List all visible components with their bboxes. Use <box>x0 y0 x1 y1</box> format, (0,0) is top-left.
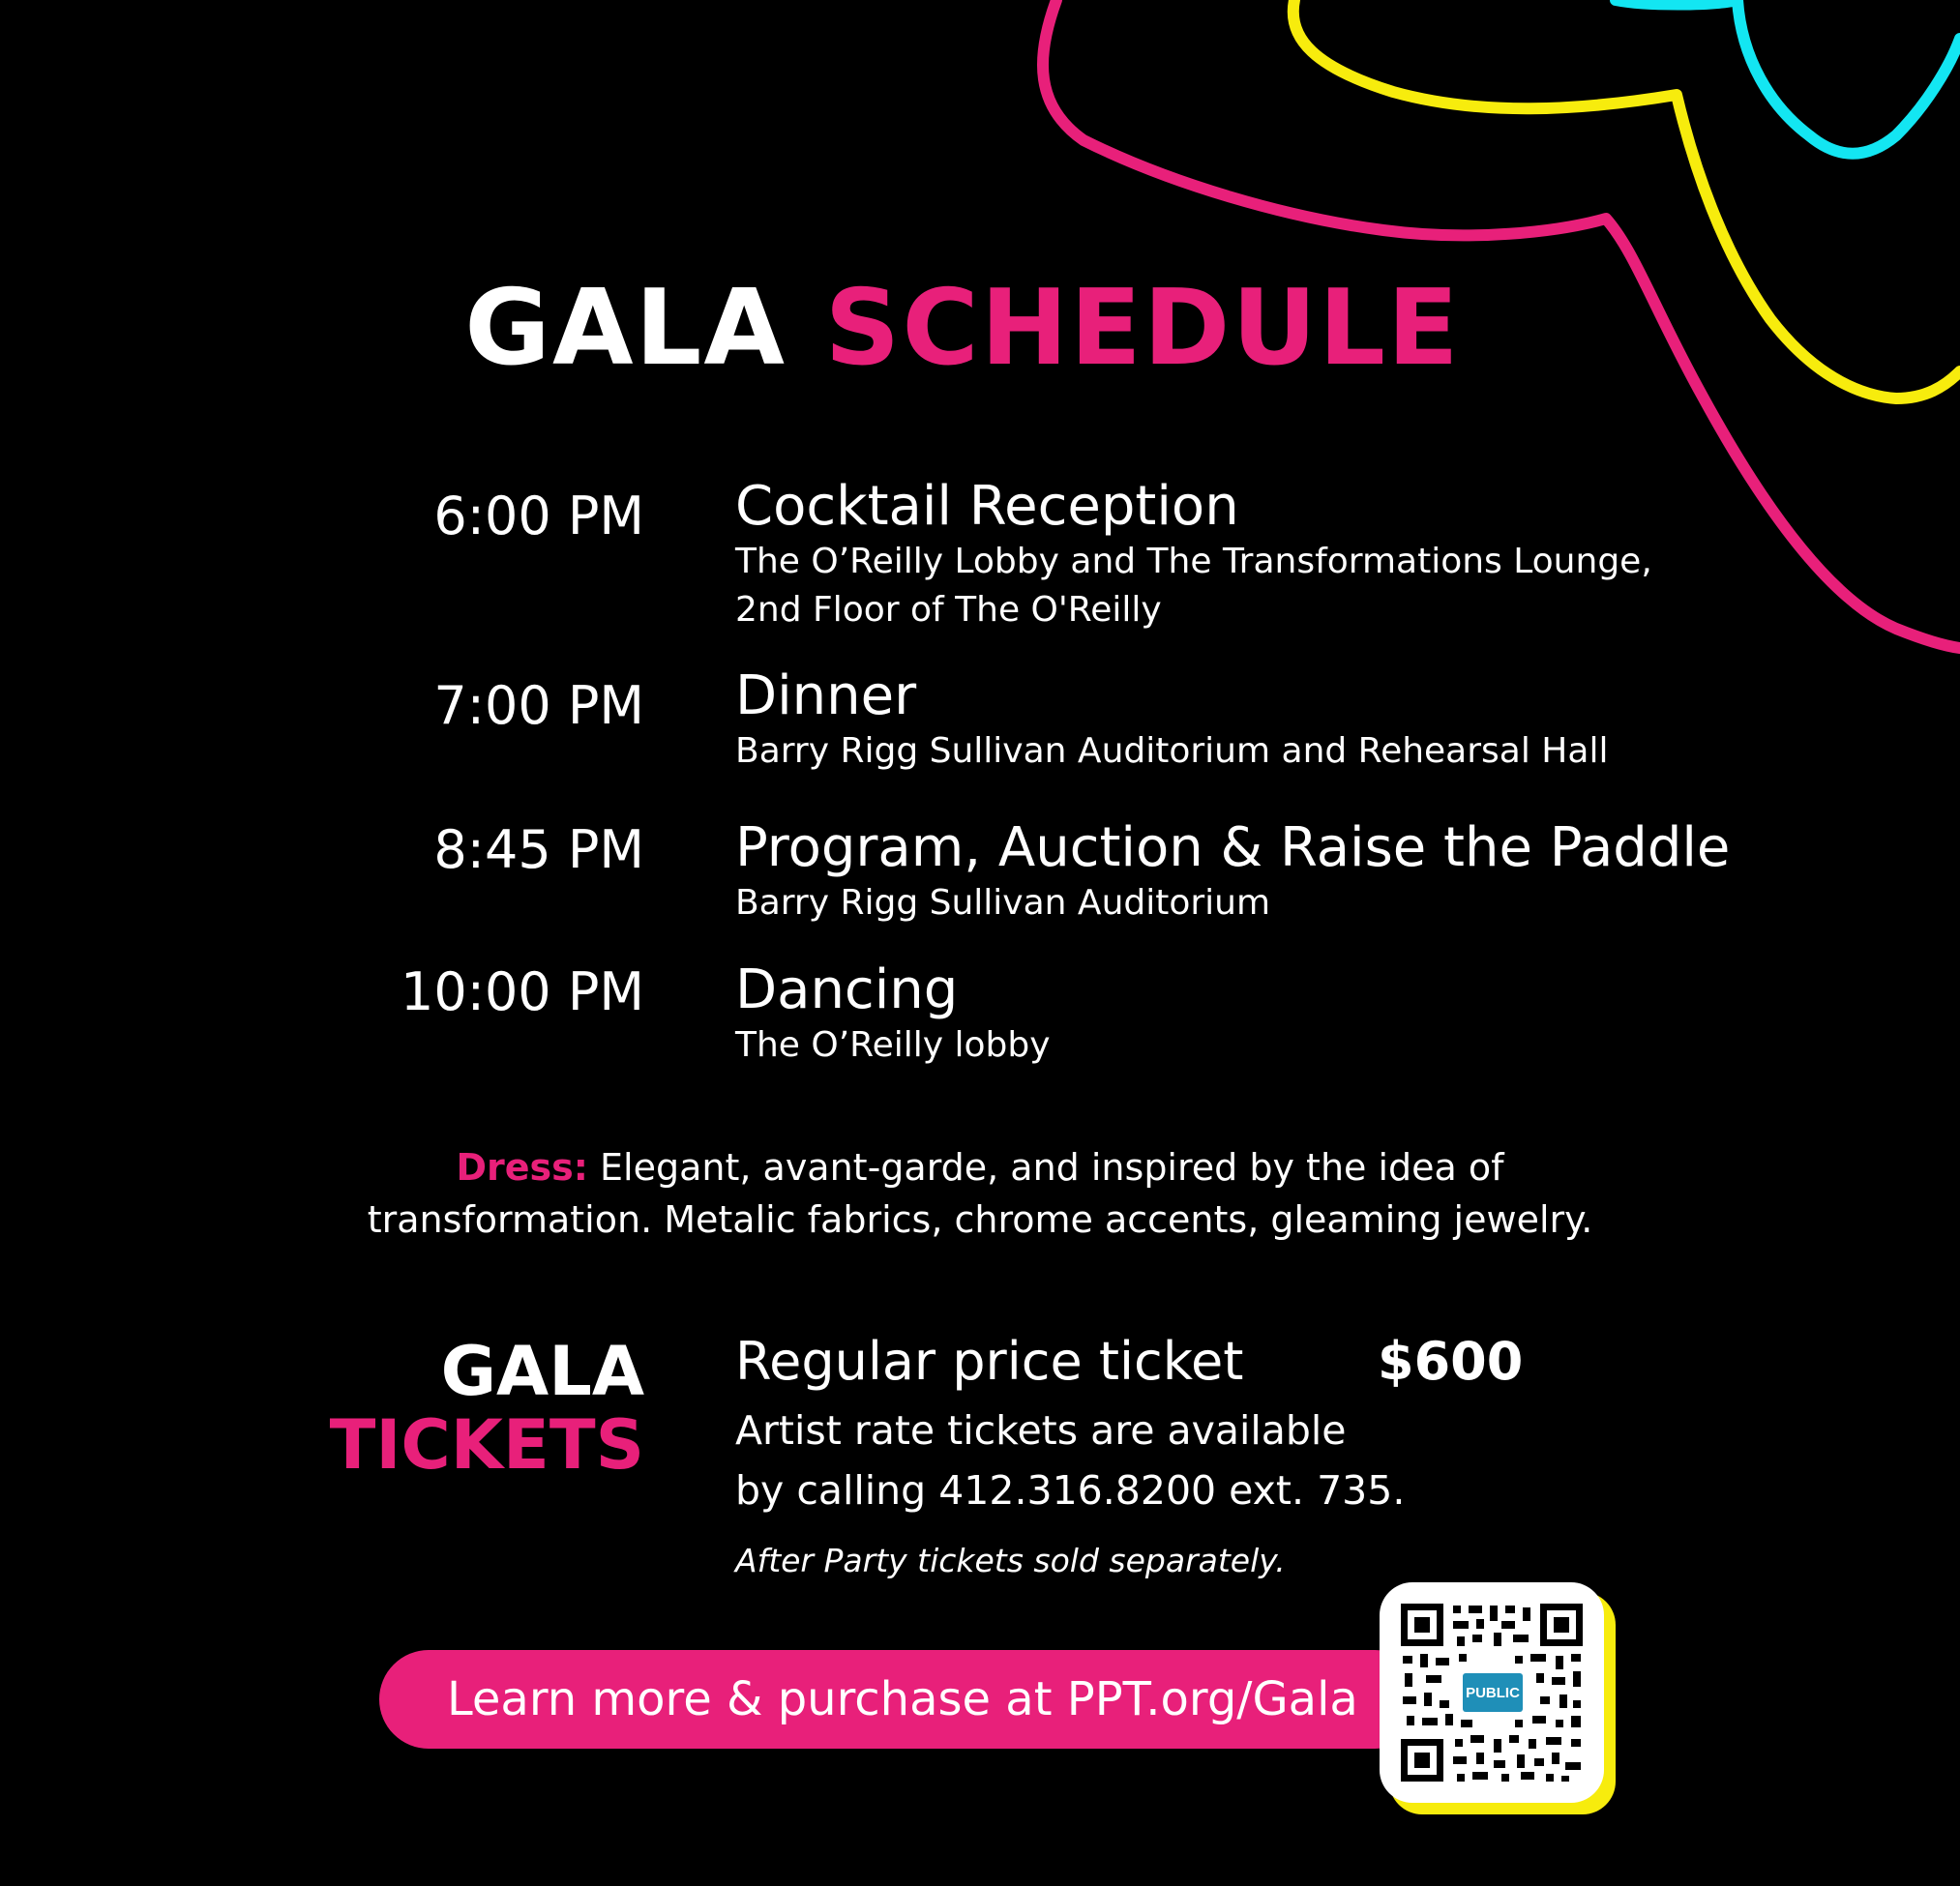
event-title: Cocktail Reception <box>735 475 1239 538</box>
tickets-heading-gala: GALA <box>440 1332 644 1411</box>
dress-label: Dress: <box>456 1146 588 1189</box>
schedule-time: 7:00 PM <box>433 675 644 736</box>
schedule-time: 6:00 PM <box>433 486 644 546</box>
tickets-heading <box>329 1332 644 1485</box>
event-title: Dancing <box>735 958 959 1021</box>
event-title: Dinner <box>735 664 917 727</box>
artist-rate-line-2: by calling 412.316.8200 ext. 735. <box>735 1467 1406 1514</box>
qr-card <box>1380 1582 1604 1803</box>
cyan-neon-line <box>1616 0 1960 154</box>
qr-code[interactable] <box>1380 1582 1616 1814</box>
event-venue: The O’Reilly lobby <box>735 1025 1051 1065</box>
regular-ticket-label: Regular price ticket <box>735 1331 1244 1392</box>
event-venue: 2nd Floor of The O'Reilly <box>735 590 1162 630</box>
dress-line-2: transformation. Metalic fabrics, chrome accents, gleaming jewelry. <box>367 1198 1593 1241</box>
event-venue: The O’Reilly Lobby and The Transformations Lounge, <box>735 542 1652 581</box>
dress-text: Elegant, avant-garde, and inspired by the idea of <box>600 1146 1504 1189</box>
after-party-note: After Party tickets sold separately. <box>735 1542 1286 1579</box>
title-gala: GALA <box>464 268 787 389</box>
qr-code-icon <box>1401 1604 1583 1782</box>
page-title <box>0 268 1925 389</box>
tickets-heading-tickets: TICKETS <box>329 1405 644 1485</box>
title-schedule: SCHEDULE <box>824 268 1461 389</box>
schedule-time: 8:45 PM <box>433 819 644 880</box>
schedule-event <box>735 665 1608 776</box>
qr-logo-text: PUBLIC <box>1466 1685 1520 1701</box>
dress-code <box>0 1141 1960 1246</box>
artist-rate-info <box>735 1400 1405 1520</box>
schedule-event <box>735 817 1730 928</box>
event-venue: Barry Rigg Sullivan Auditorium <box>735 883 1271 923</box>
purchase-link-button[interactable]: Learn more & purchase at PPT.org/Gala <box>379 1650 1424 1749</box>
schedule-event <box>735 476 1652 634</box>
event-venue: Barry Rigg Sullivan Auditorium and Rehearsal Hall <box>735 731 1609 771</box>
regular-ticket-price: $600 <box>1378 1331 1524 1392</box>
schedule-event <box>735 959 1051 1070</box>
dress-line-1 <box>0 1141 1960 1193</box>
schedule-time: 10:00 PM <box>401 961 644 1022</box>
event-title: Program, Auction & Raise the Paddle <box>735 816 1731 879</box>
artist-rate-line-1: Artist rate tickets are available <box>735 1407 1347 1454</box>
